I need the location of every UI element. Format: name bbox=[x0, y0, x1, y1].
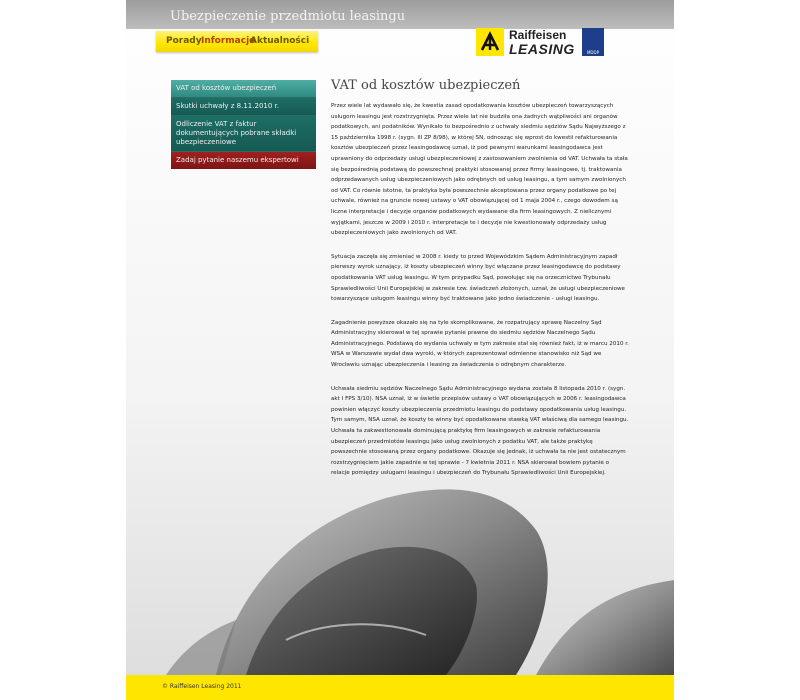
nav-porady[interactable]: Porady bbox=[166, 36, 202, 46]
nav-aktualnosci[interactable]: Aktualności bbox=[250, 36, 310, 46]
logo-line2: LEASING bbox=[509, 41, 575, 57]
car-image bbox=[126, 470, 674, 675]
sidebar bbox=[171, 80, 316, 169]
footer bbox=[126, 675, 674, 700]
article-paragraph: Przez wiele lat wydawało się, że kwestia zasad opodatkowania kosztów ubezpieczeń towarzyszących usługom leasingu jest rozstrzygnięta. Przez wiele lat nie budziła ona żadnych wątpliwości ani organów podatkowych, ani podatników. Wynikało to bezpośrednio z uchwały siedmiu sędziów Sądu Najwyższego z 15 października 1998 r. (sygn. III ZP 8/98), w której SN, odnosząc się wprost do kwestii refakturowania kosztów ubezpieczeń przez leasingodawcę uznał, iż pod pewnymi warunkami leasingodawca jest uprawniony do odprzedaży usługi ubezpieczeniowej z zastosowaniem zwolnienia od VAT. Uchwała ta stała się bezpośrednią podstawą do powszechnej praktyki stosowanej przez firmy leasingowe, tj. traktowania odprzedawanych usług ubezpieczeniowych jako odrębnych od usług leasingu, a tym samym zwolnionych od VAT. Co równie istotne, ta praktyka była powszechnie akceptowana przez organy podatkowe po tej uchwale, również na gruncie nowej ustawy o VAT obowiązującej od 1 maja 2004 r., czego dowodem są liczne interpretacje i decyzje organów podatkowych wydawane dla firm leasingowych. Z nielicznymi wyjątkami, jeszcze w 2009 i 2010 r. interpretacje te i decyzje nie kwestionowały odprzedaży usług ubezpieczeniowych jako zwolnionych od VAT. bbox=[331, 103, 628, 237]
article-paragraph: Zagadnienie powyższe okazało się na tyle skomplikowane, że rozpatrujący sprawę Naczelny Sąd Administracyjny skierował w tej sprawie pytanie prawne do siedmiu sędziów Naczelnego Sądu Administracyjnego. Podstawą do wydania uchwały w tym zakresie stał się również fakt, iż w marcu 2010 r. WSA w Warszawie wydał dwa wyroki, w których zaprezentował odmienne stanowisko niż Sąd we Wrocławiu uznając ubezpieczenia i leasing za świadczenia o odrębnym charakterze. bbox=[331, 319, 629, 369]
sidebar-item-zadaj-pytanie[interactable]: Zadaj pytanie naszemu ekspertowi bbox=[171, 152, 316, 169]
site-title: Ubezpieczenie przedmiotu leasingu bbox=[170, 9, 406, 24]
main-nav bbox=[156, 31, 318, 52]
article-title: VAT od kosztów ubezpieczeń bbox=[331, 78, 521, 93]
article-paragraph: Uchwała siedmiu sędziów Naczelnego Sądu Administracyjnego wydana została 8 listopada 2010 r. (sygn. akt I FPS 3/10). NSA uznał, iż w świetle przepisów ustawy o VAT obowiązujących w 2006 r. leasingodawca powinien włączyć koszty ubezpieczenia przedmiotu leasingu do podstawy opodatkowania usług leasingu. Tym samym, NSA uznał, że koszty te winny być opodatkowane stawką VAT właściwą dla samego leasingu. Uchwała ta zakwestionowała dominującą praktykę firm leasingowych w zakresie refakturowania ubezpieczeń przedmiotów leasingu jako usług zwolnionych z podatku VAT, ale także praktykę powszechnie stosowaną przez organy podatkowe. Okazuje się jednak, iż uchwała ta nie jest ostatecznym rozstrzygnięciem jakie zapadnie w tej sprawie - 7 kwietnia 2011 r. NSA skierował bowiem pytanie o relacje pomiędzy usługami leasingu i ubezpieczeń do Trybunału Sprawiedliwości Unii Europejskiej. bbox=[331, 385, 629, 477]
article-paragraph: Sytuacja zaczęła się zmieniać w 2008 r. kiedy to przed Wojewódzkim Sądem Administracyjnym zapadł pierwszy wyrok uznający, iż koszty ubezpieczeń winny być włączane przez leasingodawcę do podstawy opodatkowania VAT usług leasingu. W tym przypadku Sąd, powołując się na orzecznictwo Trybunału Sprawiedliwości Unii Europejskiej w zakresie tzw. świadczeń złożonych, uznał, że usługi ubezpieczeniowe towarzyszące usługom leasingu winny być traktowane jako jedno świadczenie - usługi leasingu. bbox=[331, 253, 626, 303]
mddp-badge: MDDP bbox=[582, 28, 604, 56]
sidebar-item-skutki-uchwaly[interactable]: Skutki uchwały z 8.11.2010 r. bbox=[171, 98, 316, 116]
raiffeisen-gable-icon bbox=[476, 28, 504, 56]
article bbox=[331, 78, 629, 492]
logo-line1: Raiffeisen bbox=[509, 28, 567, 42]
sidebar-item-odliczenie-vat[interactable]: Odliczenie VAT z faktur dokumentujących pobrane składki ubezpieczeniowe bbox=[171, 116, 316, 152]
copyright-text: © Raiffeisen Leasing 2011 bbox=[162, 683, 242, 690]
raiffeisen-leasing-logo[interactable] bbox=[476, 28, 604, 58]
sidebar-item-vat-koszty[interactable]: VAT od kosztów ubezpieczeń bbox=[171, 80, 316, 98]
nav-informacje[interactable]: Informacje bbox=[201, 36, 256, 46]
